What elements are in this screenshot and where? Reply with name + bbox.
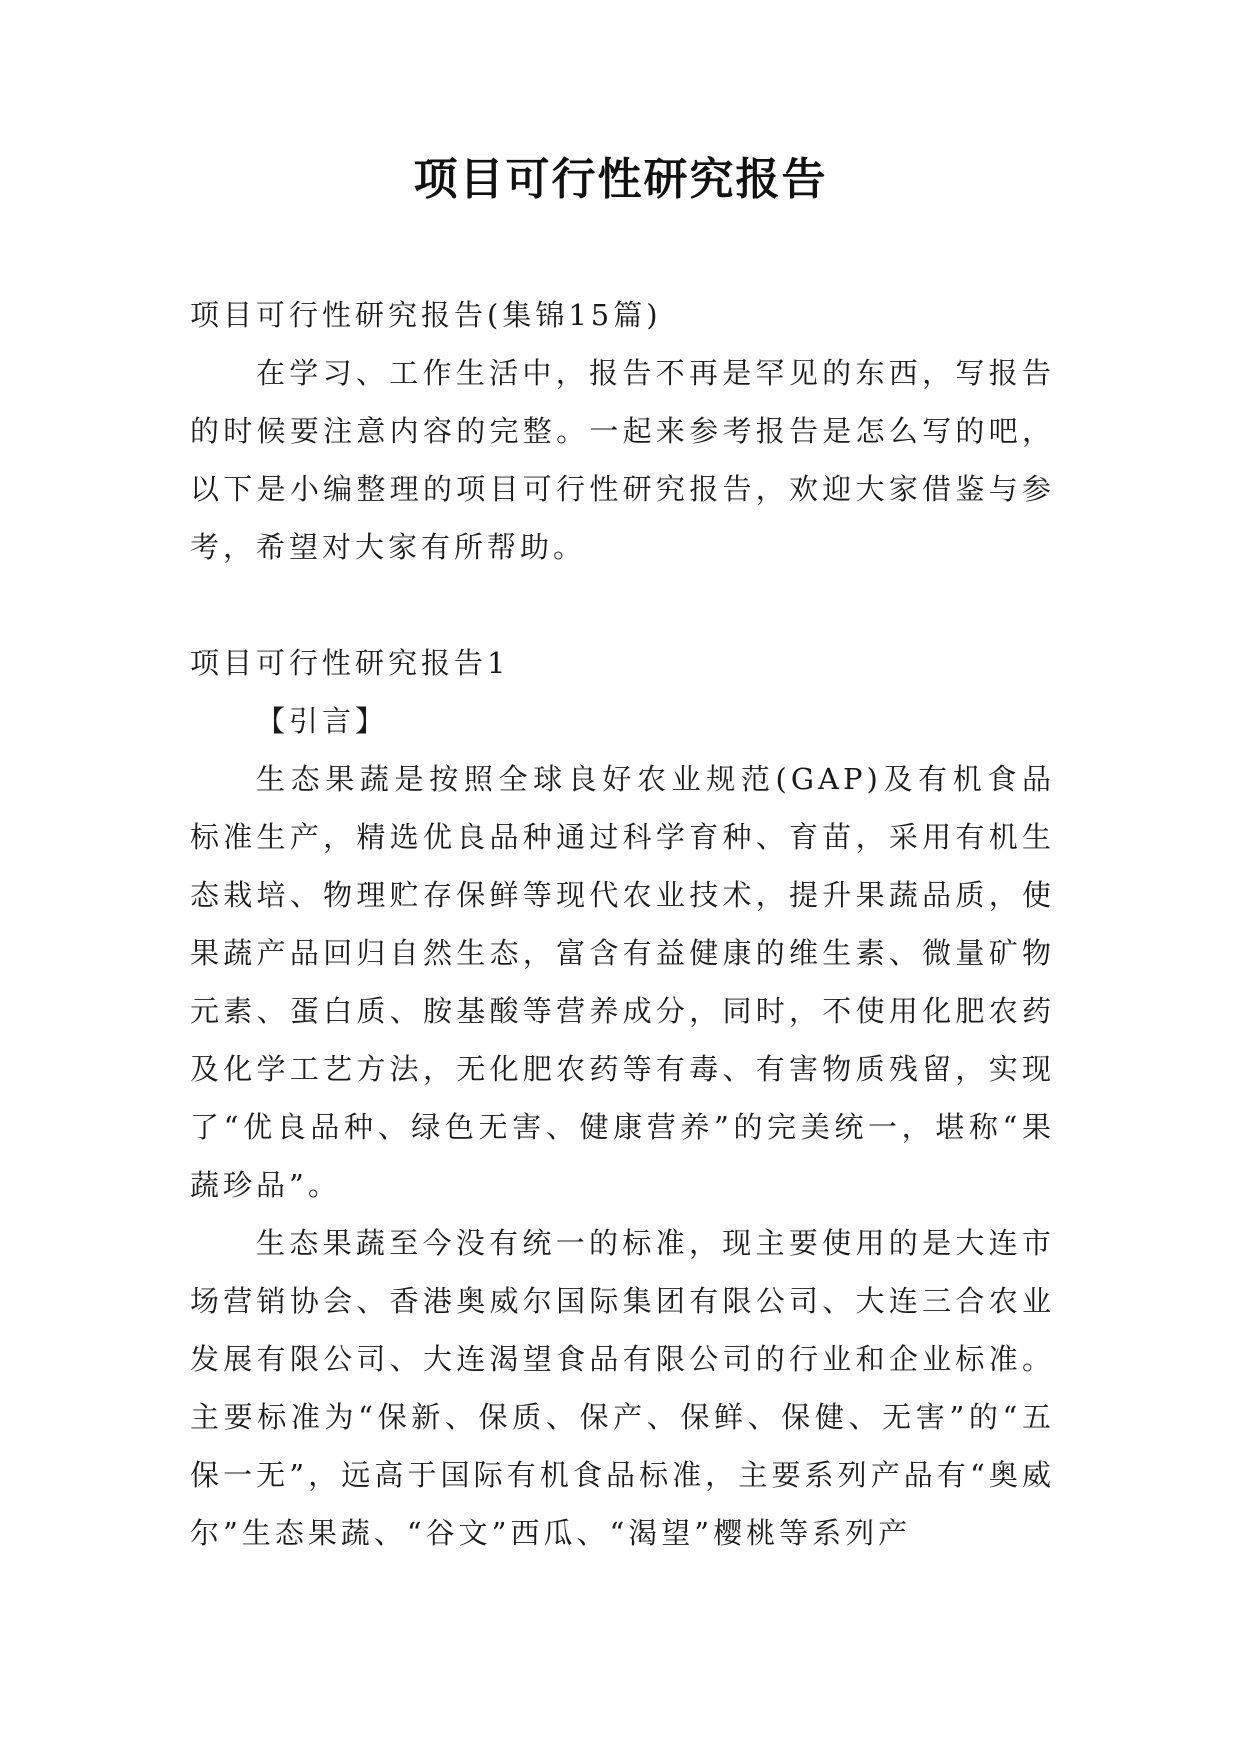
- body-paragraph: 生态果蔬是按照全球良好农业规范(GAP)及有机食品标准生产，精选优良品种通过科学育种、育苗，采用有机生态栽培、物理贮存保鲜等现代农业技术，提升果蔬品质，使果蔬产品回归自然生态，富含有益健康的维生素、微量矿物元素、蛋白质、胺基酸等营养成分，同时，不使用化肥农药及化学工艺方法，无化肥农药等有毒、有害物质残留，实现了“优良品种、绿色无害、健康营养”的完美统一，堪称“果蔬珍品”。: [190, 762, 1055, 1202]
- bracket-heading: 【引言】: [256, 704, 389, 738]
- body-paragraph: 生态果蔬至今没有统一的标准，现主要使用的是大连市场营销协会、香港奥威尔国际集团有限公司、大连三合农业发展有限公司、大连渴望食品有限公司的行业和企业标准。主要标准为“保新、保质、保产、保鲜、保健、无害”的“五保一无”，远高于国际有机食品标准，主要系列产品有“奥威尔”生态果蔬、“谷文”西瓜、“渴望”樱桃等系列产: [190, 1226, 1055, 1550]
- document-body: [190, 286, 1055, 1562]
- section-heading: 项目可行性研究报告1: [190, 646, 510, 680]
- paragraph-spacer: [190, 576, 1055, 634]
- intro-paragraph: 在学习、工作生活中，报告不再是罕见的东西，写报告的时候要注意内容的完整。一起来参考报告是怎么写的吧，以下是小编整理的项目可行性研究报告，欢迎大家借鉴与参考，希望对大家有所帮助。: [190, 356, 1055, 564]
- document-title: 项目可行性研究报告: [413, 154, 828, 205]
- document-subtitle: 项目可行性研究报告(集锦15篇): [190, 298, 662, 332]
